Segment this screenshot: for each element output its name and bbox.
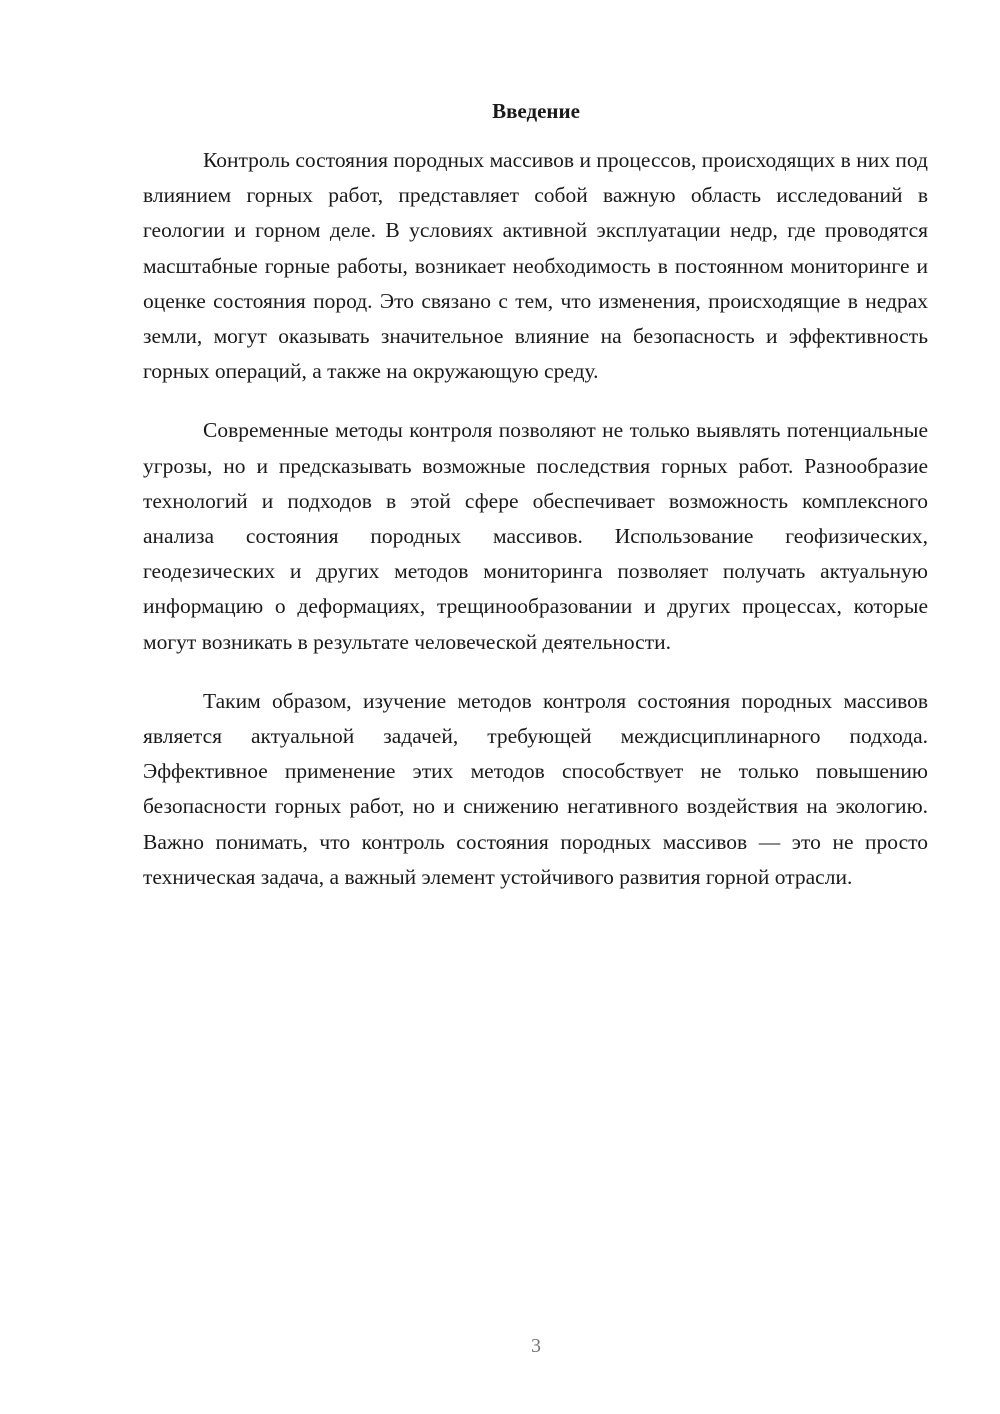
document-body [143,143,928,919]
section-title: Введение [492,99,580,123]
page-number: 3 [531,1335,541,1357]
paragraph: Контроль состояния породных массивов и процессов, происходящих в них под влиянием горных работ, представляет собой важную область исследований в геологии и горном деле. В условиях активной эксплуатации недр, где проводятся масштабные горные работы, возникает необходимость в постоянном мониторинге и оценке состояния пород. Это связано с тем, что изменения, происходящие в недрах земли, могут оказывать значительное влияние на безопасность и эффективность горных операций, а также на окружающую среду. [143,148,928,384]
paragraph: Таким образом, изучение методов контроля состояния породных массивов является актуальной задачей, требующей междисциплинарного подхода. Эффективное применение этих методов способствует не только повышению безопасности горных работ, но и снижению негативного воздействия на экологию. Важно понимать, что контроль состояния породных массивов — это не просто техническая задача, а важный элемент устойчивого развития горной отрасли. [143,688,928,889]
paragraph: Современные методы контроля позволяют не только выявлять потенциальные угрозы, но и предсказывать возможные последствия горных работ. Разнообразие технологий и подходов в этой сфере обеспечивает возможность комплексного анализа состояния породных массивов. Использование геофизических, геодезических и других методов мониторинга позволяет получать актуальную информацию о деформациях, трещинообразовании и других процессах, которые могут возникать в результате человеческой деятельности. [143,418,928,654]
